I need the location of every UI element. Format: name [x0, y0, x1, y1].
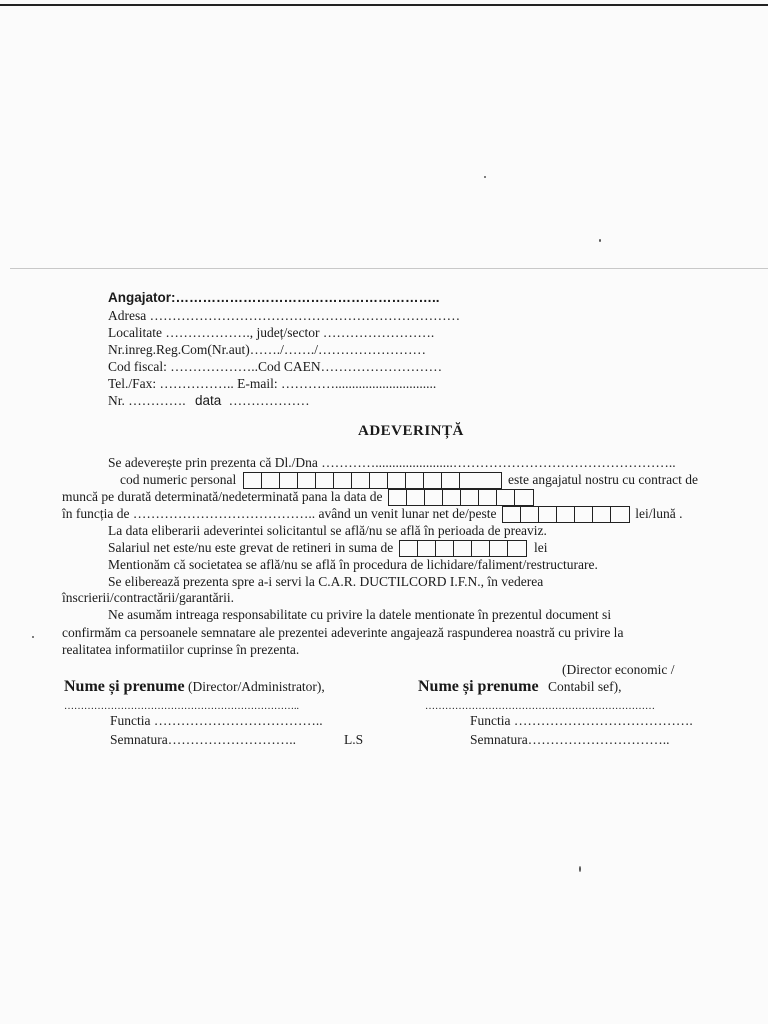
digit-box[interactable]	[424, 473, 442, 488]
right-name-label: Nume și prenume	[418, 678, 539, 695]
digit-box[interactable]	[298, 473, 316, 488]
cnp-boxes[interactable]	[243, 472, 502, 489]
digit-box[interactable]	[611, 507, 629, 522]
digit-box[interactable]	[280, 473, 298, 488]
digit-box[interactable]	[521, 507, 539, 522]
notice-period-line: La data eliberarii adeverintei solicitantul se află/nu se află în perioada de preaviz.	[108, 523, 547, 538]
digit-box[interactable]	[503, 507, 521, 522]
left-signature-field[interactable]: Semnatura………………………..	[110, 732, 296, 747]
contract-text: este angajatul nostru cu contract de	[507, 472, 699, 487]
digit-box[interactable]	[388, 473, 406, 488]
left-signer-heading	[64, 679, 325, 695]
contract-duration-text: muncă pe durată determinată/nedeterminată pana la data de	[62, 489, 383, 504]
digit-box[interactable]	[454, 541, 472, 556]
digit-box[interactable]	[244, 473, 262, 488]
right-name-field[interactable]: ……………………………………………………………	[425, 701, 655, 712]
digit-box[interactable]	[515, 490, 533, 505]
digit-box[interactable]	[406, 473, 424, 488]
digit-box[interactable]	[472, 541, 490, 556]
digit-box[interactable]	[436, 541, 454, 556]
end-date-boxes[interactable]	[388, 489, 534, 506]
left-function-field[interactable]: Functia ………………………………..	[110, 713, 323, 728]
digit-box[interactable]	[479, 490, 497, 505]
number-field: Nr. ………….	[108, 393, 186, 408]
document-title: ADEVERINȚĂ	[358, 423, 464, 439]
digit-box[interactable]	[442, 473, 460, 488]
function-income-line	[62, 506, 683, 523]
digit-box[interactable]	[539, 507, 557, 522]
top-border-line	[0, 4, 768, 6]
purpose-line: Se eliberează prezenta spre a-i servi la C.A.R. DUCTILCORD I.F.N., în vederea	[108, 574, 544, 589]
stamp-placeholder: L.S	[344, 732, 364, 747]
left-role-label: (Director/Administrator),	[187, 679, 325, 694]
fold-line	[10, 268, 768, 269]
function-income-text: în funcția de ………………………………….. având un venit lunar net de/peste	[62, 506, 497, 521]
digit-box[interactable]	[389, 490, 407, 505]
income-unit: lei/lună .	[635, 506, 683, 521]
deductions-unit: lei	[534, 540, 548, 555]
number-date-line	[108, 393, 310, 409]
deductions-boxes[interactable]	[399, 540, 527, 557]
fiscal-code-line: Cod fiscal: ………………..Cod CAEN………………………	[108, 359, 443, 374]
digit-box[interactable]	[593, 507, 611, 522]
liquidation-line: Mentionăm că societatea se află/nu se află în procedura de lichidare/faliment/restructurare.	[108, 557, 598, 572]
digit-box[interactable]	[352, 473, 370, 488]
digit-box[interactable]	[418, 541, 436, 556]
registration-line: Nr.inreg.Reg.Com(Nr.aut)……./……./……………………	[108, 342, 426, 357]
digit-box[interactable]	[407, 490, 425, 505]
digit-box[interactable]	[400, 541, 418, 556]
digit-box[interactable]	[334, 473, 352, 488]
right-role-label: Contabil sef),	[547, 679, 622, 694]
digit-box[interactable]	[575, 507, 593, 522]
contact-line: Tel./Fax: …………….. E-mail: …………..............................	[108, 376, 437, 391]
right-signature-field[interactable]: Semnatura…………………………..	[470, 732, 670, 747]
responsibility-line-end: realitatea informatiilor cuprinse în prezenta.	[62, 642, 300, 657]
deductions-line	[108, 540, 548, 557]
digit-box[interactable]	[443, 490, 461, 505]
scan-speck	[32, 636, 34, 638]
income-boxes[interactable]	[502, 506, 630, 523]
right-signer-role-top: (Director economic /	[562, 662, 675, 677]
cnp-line	[120, 472, 698, 489]
digit-box[interactable]	[497, 490, 515, 505]
contract-duration-line	[62, 489, 534, 506]
responsibility-line: Ne asumăm intreaga responsabilitate cu privire la datele mentionate în prezentul document si	[108, 607, 612, 622]
left-name-field[interactable]: ……………………………………………………………..	[64, 701, 299, 712]
digit-box[interactable]	[557, 507, 575, 522]
responsibility-line-cont: confirmăm ca persoanele semnatare ale prezentei adeverinte angajează raspunderea noastră cu privire la	[62, 625, 624, 640]
digit-box[interactable]	[461, 490, 479, 505]
digit-box[interactable]	[508, 541, 526, 556]
date-field: ………………	[228, 393, 310, 408]
deductions-text: Salariul net este/nu este grevat de retineri in suma de	[108, 540, 394, 555]
purpose-line-cont: înscrierii/contractării/garantării.	[62, 590, 235, 605]
date-label: data	[195, 393, 222, 408]
address-line: Adresa ……………………………………………………………	[108, 308, 461, 323]
scan-speck	[579, 866, 581, 872]
locality-line: Localitate ………………., județ/sector …………………….	[108, 325, 435, 340]
digit-box[interactable]	[262, 473, 280, 488]
digit-box[interactable]	[425, 490, 443, 505]
right-function-field[interactable]: Functia ………………………………….	[470, 713, 693, 728]
employer-label: Angajator:…………………………………………………..	[108, 290, 440, 305]
certify-line: Se adeverește prin prezenta că Dl./Dna ………….......................…………………………………………..	[108, 455, 676, 470]
digit-box[interactable]	[460, 473, 478, 488]
digit-box[interactable]	[316, 473, 334, 488]
scan-speck	[484, 176, 486, 178]
left-name-label: Nume și prenume	[64, 678, 185, 695]
digit-box[interactable]	[490, 541, 508, 556]
right-signer-heading	[418, 679, 621, 695]
digit-box[interactable]	[370, 473, 388, 488]
scan-speck	[599, 239, 601, 242]
cnp-label: cod numeric personal	[120, 472, 237, 487]
